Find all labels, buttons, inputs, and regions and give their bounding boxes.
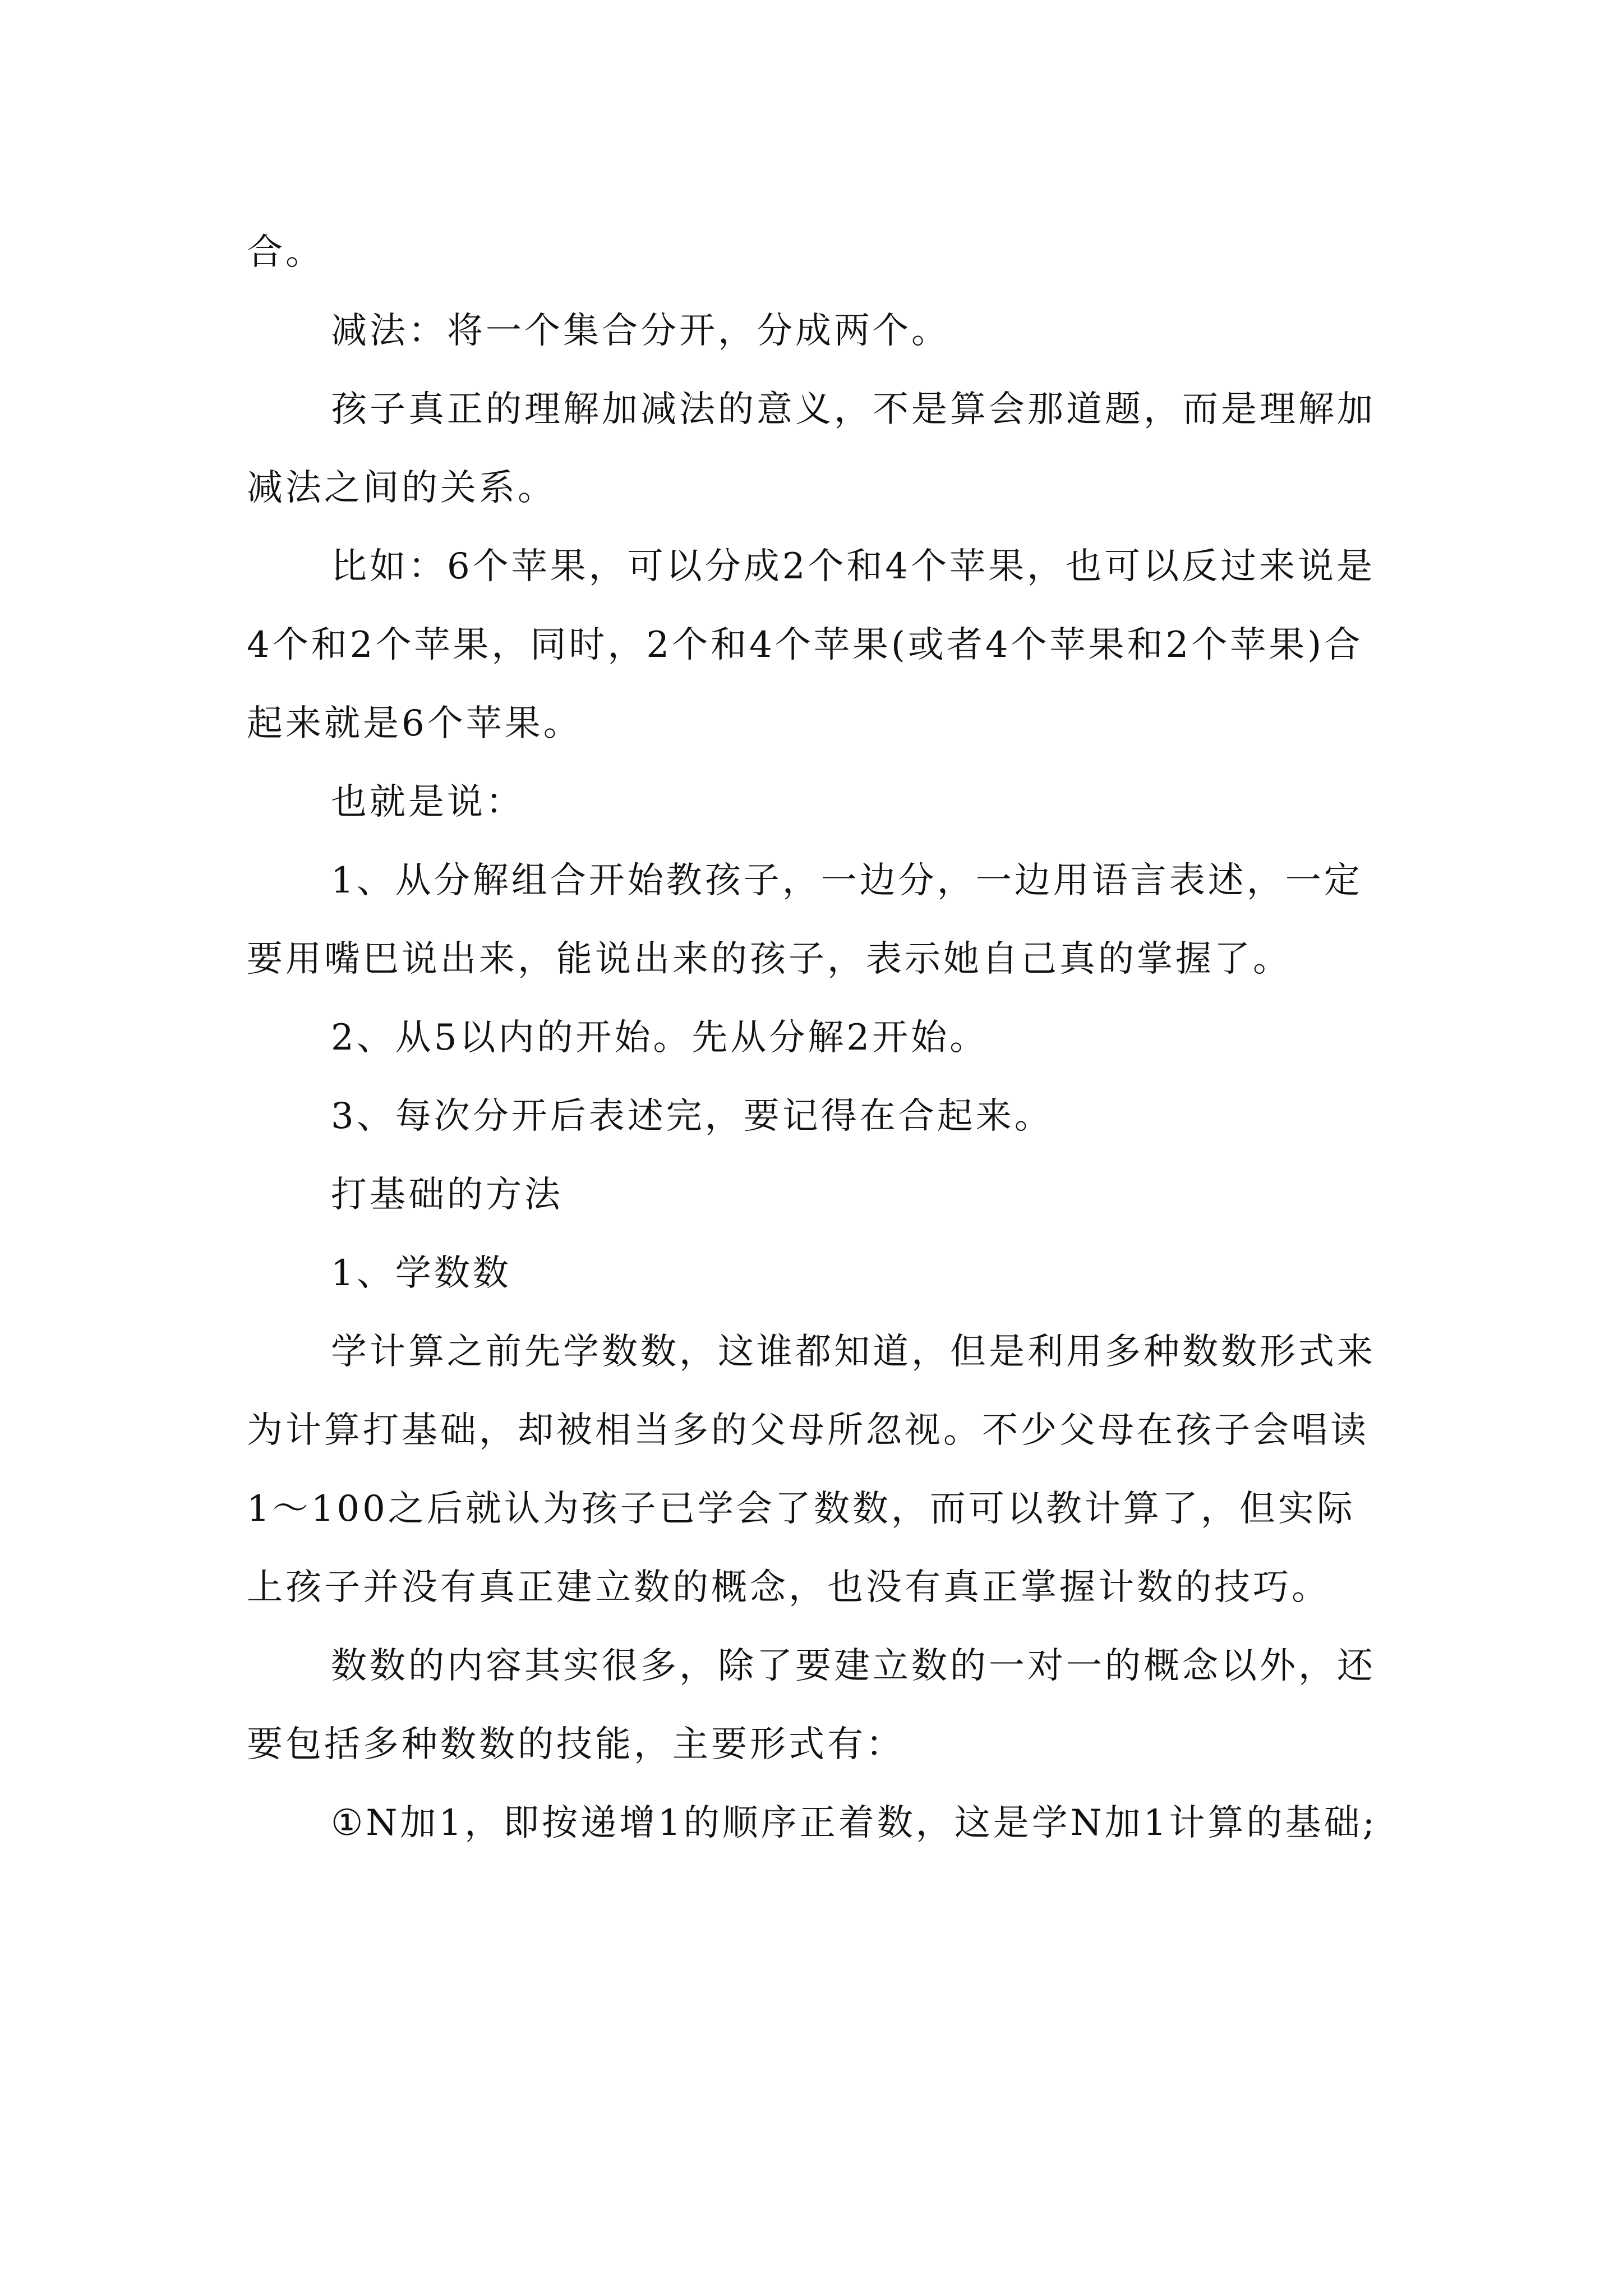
paragraph-continuation: 合。 (247, 232, 324, 273)
paragraph-counting-content: 数数的内容其实很多，除了要建立数的一对一的概念以外，还要包括多种数数的技能，主要形式有： (247, 1645, 1376, 1765)
paragraph-subtraction-definition: 减法：将一个集合分开，分成两个。 (331, 310, 950, 352)
paragraph-that-is: 也就是说： (331, 781, 524, 823)
section-heading: 打基础的方法 (331, 1174, 563, 1216)
paragraph-understanding: 孩子真正的理解加减法的意义，不是算会那道题，而是理解加减法之间的关系。 (247, 389, 1376, 509)
list-item-1: 1、从分解组合开始教孩子，一边分，一边用语言表述，一定要用嘴巴说出来，能说出来的孩子，表示她自己真的掌握了。 (247, 860, 1363, 980)
list-item-3: 3、每次分开后表述完，要记得在合起来。 (331, 1096, 1053, 1137)
subsection-heading: 1、学数数 (331, 1253, 511, 1294)
list-item-2: 2、从5以内的开始。先从分解2开始。 (331, 1017, 989, 1059)
paragraph-example: 比如：6个苹果，可以分成2个和4个苹果，也可以反过来说是4个和2个苹果，同时，2个和4个苹果(或者4个苹果和2个苹果)合起来就是6个苹果。 (247, 546, 1376, 744)
paragraph-n-plus-one: ①N加1，即按递增1的顺序正着数，这是学N加1计算的基础; (331, 1802, 1378, 1844)
document-body (247, 213, 1391, 1862)
paragraph-counting-basics: 学计算之前先学数数，这谁都知道，但是利用多种数数形式来为计算打基础，却被相当多的父母所忽视。不少父母在孩子会唱读1～100之后就认为孩子已学会了数数，而可以教计算了，但实际上孩子并没有真正建立数的概念，也没有真正掌握计数的技巧。 (247, 1331, 1376, 1608)
